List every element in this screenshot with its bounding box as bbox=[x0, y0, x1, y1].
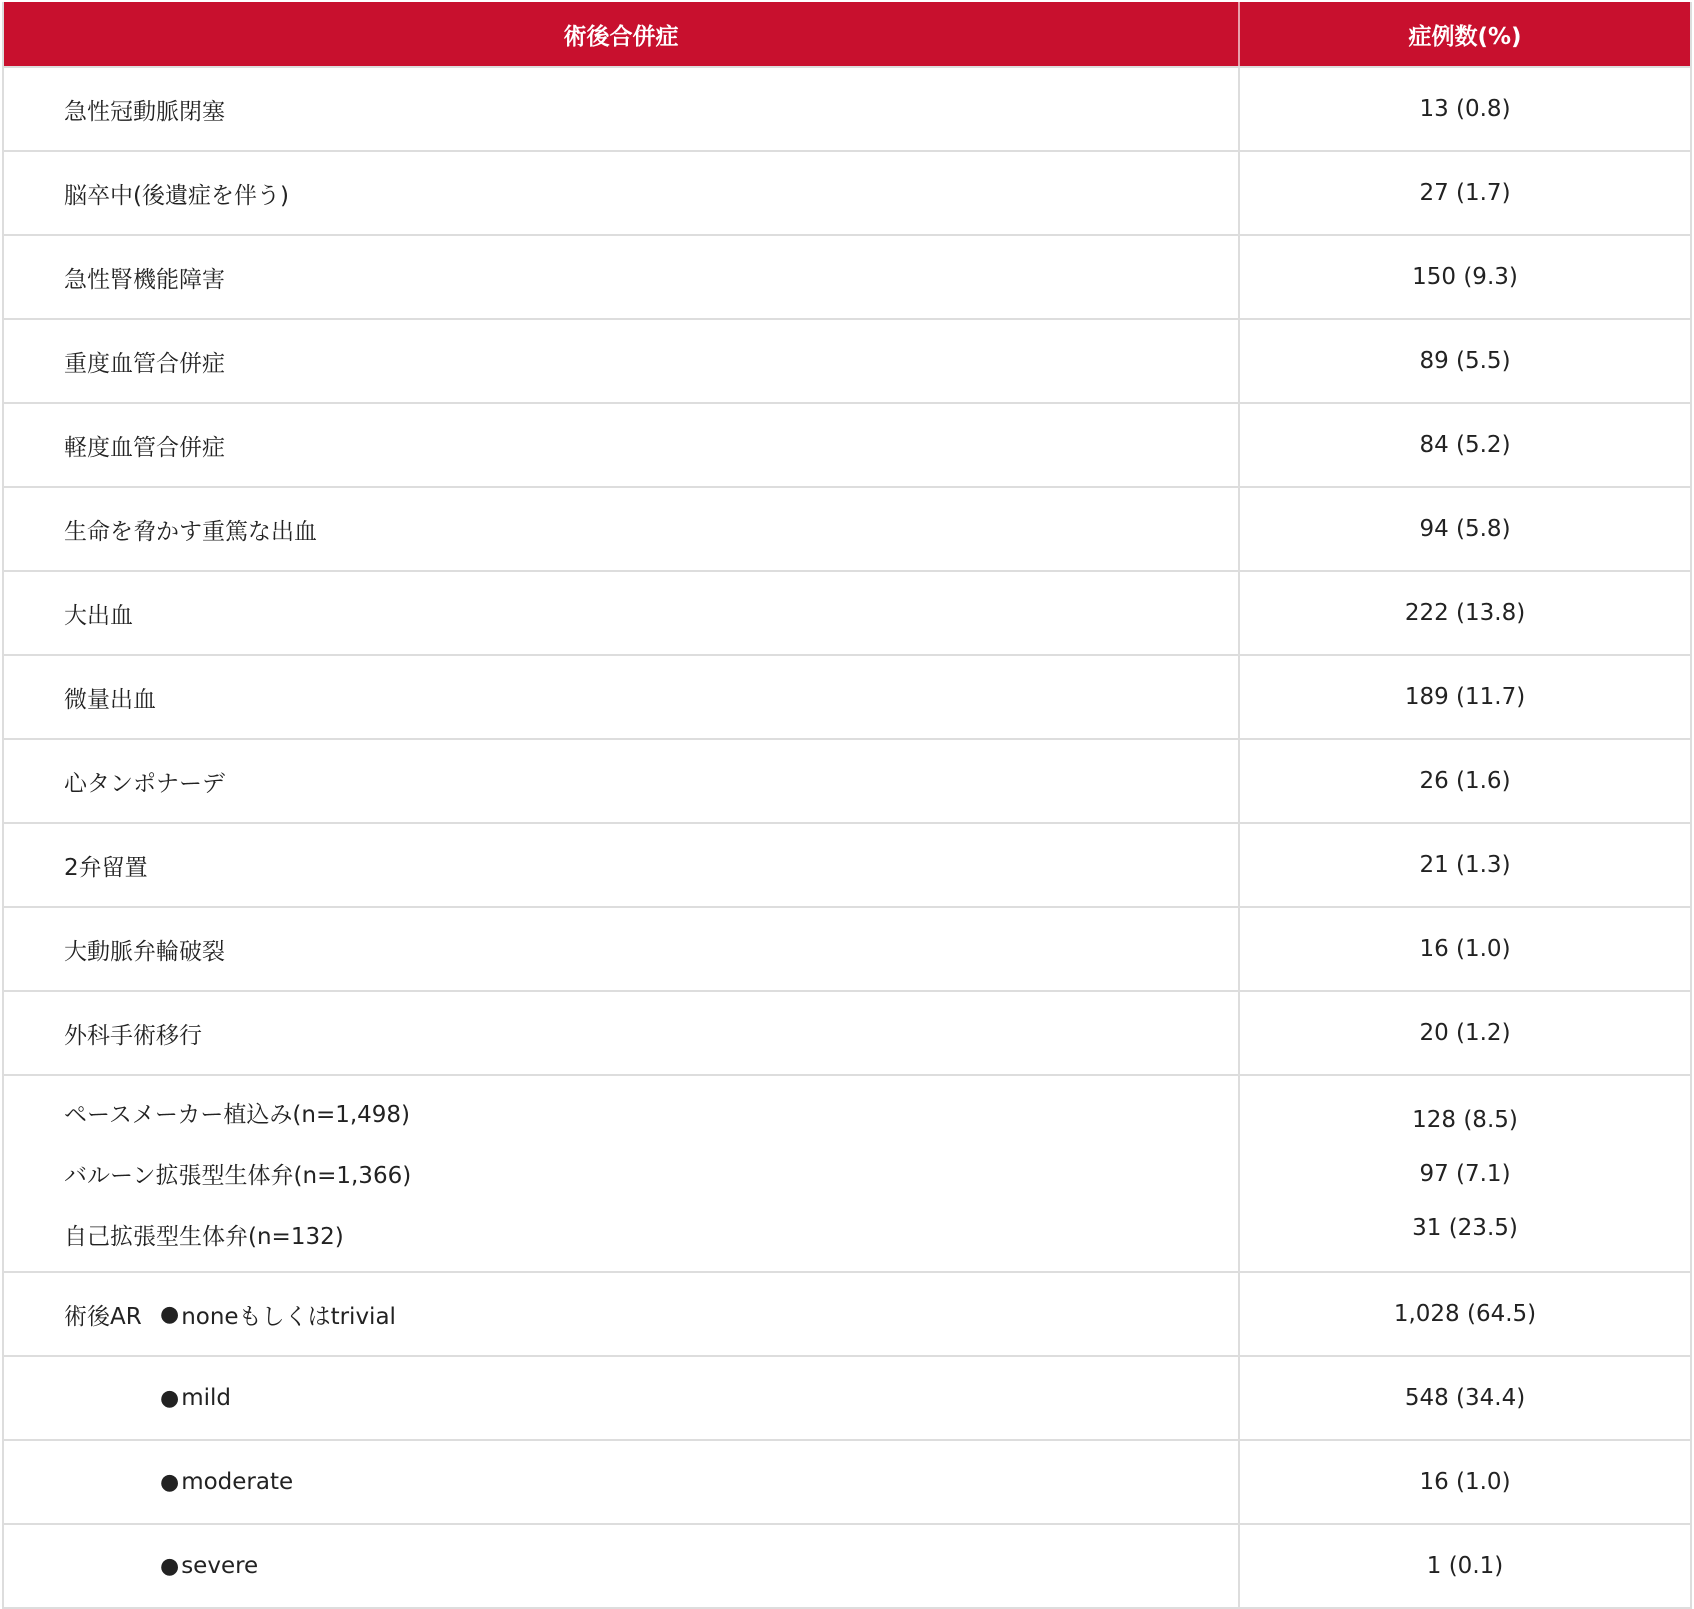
table-row bbox=[4, 738, 1690, 822]
row-value: 189 (11.7) bbox=[1404, 684, 1526, 710]
ar-grade-label: moderate bbox=[181, 1469, 294, 1495]
pacemaker-labels bbox=[4, 1076, 1240, 1271]
row-label: 大動脈弁輪破裂 bbox=[4, 908, 1240, 990]
pacemaker-label: ペースメーカー植込み(n=1,498) bbox=[64, 1102, 411, 1128]
row-value: 16 (1.0) bbox=[1419, 936, 1511, 962]
row-label: 重度血管合併症 bbox=[4, 320, 1240, 402]
row-value: 20 (1.2) bbox=[1419, 1020, 1511, 1046]
row-label: 軽度血管合併症 bbox=[4, 404, 1240, 486]
balloon-valve-value: 97 (7.1) bbox=[1419, 1160, 1511, 1187]
table-row bbox=[4, 990, 1690, 1074]
pacemaker-row bbox=[4, 1074, 1690, 1271]
row-label: 外科手術移行 bbox=[4, 992, 1240, 1074]
self-expanding-valve-value: 31 (23.5) bbox=[1412, 1214, 1518, 1241]
row-value: 1 (0.1) bbox=[1426, 1553, 1504, 1579]
self-expanding-valve-label: 自己拡張型生体弁(n=132) bbox=[64, 1224, 344, 1250]
ar-grade-cell bbox=[4, 1441, 1240, 1523]
table-row bbox=[4, 318, 1690, 402]
ar-grade-label: noneもしくはtrivial bbox=[181, 1303, 396, 1330]
row-label: 心タンポナーデ bbox=[4, 740, 1240, 822]
header-complication: 術後合併症 bbox=[4, 2, 1240, 66]
header-cases: 症例数(%) bbox=[1408, 23, 1522, 50]
table-row bbox=[4, 66, 1690, 150]
table-row bbox=[4, 654, 1690, 738]
pacemaker-values bbox=[1240, 1076, 1690, 1271]
row-value: 94 (5.8) bbox=[1419, 516, 1511, 542]
table-row bbox=[4, 486, 1690, 570]
row-label: 微量出血 bbox=[4, 656, 1240, 738]
table-row bbox=[4, 234, 1690, 318]
row-label: 脳卒中(後遺症を伴う) bbox=[4, 152, 1240, 234]
row-label: 急性冠動脈閉塞 bbox=[4, 68, 1240, 150]
row-value: 84 (5.2) bbox=[1419, 432, 1511, 458]
table-row bbox=[4, 1523, 1690, 1607]
row-value: 222 (13.8) bbox=[1404, 600, 1526, 626]
row-value: 16 (1.0) bbox=[1419, 1469, 1511, 1495]
row-label: 急性腎機能障害 bbox=[4, 236, 1240, 318]
table-row bbox=[4, 570, 1690, 654]
row-value: 26 (1.6) bbox=[1419, 768, 1511, 794]
row-value: 21 (1.3) bbox=[1419, 852, 1511, 878]
complications-table bbox=[2, 2, 1692, 1609]
table-row bbox=[4, 1271, 1690, 1355]
row-value: 27 (1.7) bbox=[1419, 180, 1511, 206]
row-value: 89 (5.5) bbox=[1419, 348, 1511, 374]
row-value: 1,028 (64.5) bbox=[1393, 1301, 1537, 1327]
bullet-icon: ● bbox=[160, 1553, 180, 1579]
row-label: 大出血 bbox=[4, 572, 1240, 654]
table-row bbox=[4, 402, 1690, 486]
table-row bbox=[4, 1439, 1690, 1523]
ar-grade-cell bbox=[4, 1273, 1240, 1355]
pacemaker-value: 128 (8.5) bbox=[1412, 1106, 1518, 1133]
table-row bbox=[4, 822, 1690, 906]
ar-grade-cell bbox=[4, 1357, 1240, 1439]
bullet-icon: ● bbox=[160, 1385, 180, 1411]
table-row bbox=[4, 150, 1690, 234]
ar-grade-label: mild bbox=[181, 1385, 231, 1411]
row-label: 2弁留置 bbox=[4, 824, 1240, 906]
ar-grade-cell bbox=[4, 1525, 1240, 1607]
bullet-icon: ● bbox=[160, 1469, 180, 1495]
table-header-row bbox=[4, 2, 1690, 66]
row-label: 生命を脅かす重篤な出血 bbox=[4, 488, 1240, 570]
ar-grade-label: severe bbox=[181, 1553, 259, 1579]
row-value: 150 (9.3) bbox=[1412, 264, 1518, 290]
table-row bbox=[4, 906, 1690, 990]
row-value: 548 (34.4) bbox=[1404, 1385, 1526, 1411]
bullet-icon: ● bbox=[160, 1301, 180, 1327]
balloon-valve-label: バルーン拡張型生体弁(n=1,366) bbox=[64, 1163, 412, 1189]
postop-ar-label: 術後AR bbox=[64, 1303, 142, 1330]
row-value: 13 (0.8) bbox=[1419, 96, 1511, 122]
table-row bbox=[4, 1355, 1690, 1439]
